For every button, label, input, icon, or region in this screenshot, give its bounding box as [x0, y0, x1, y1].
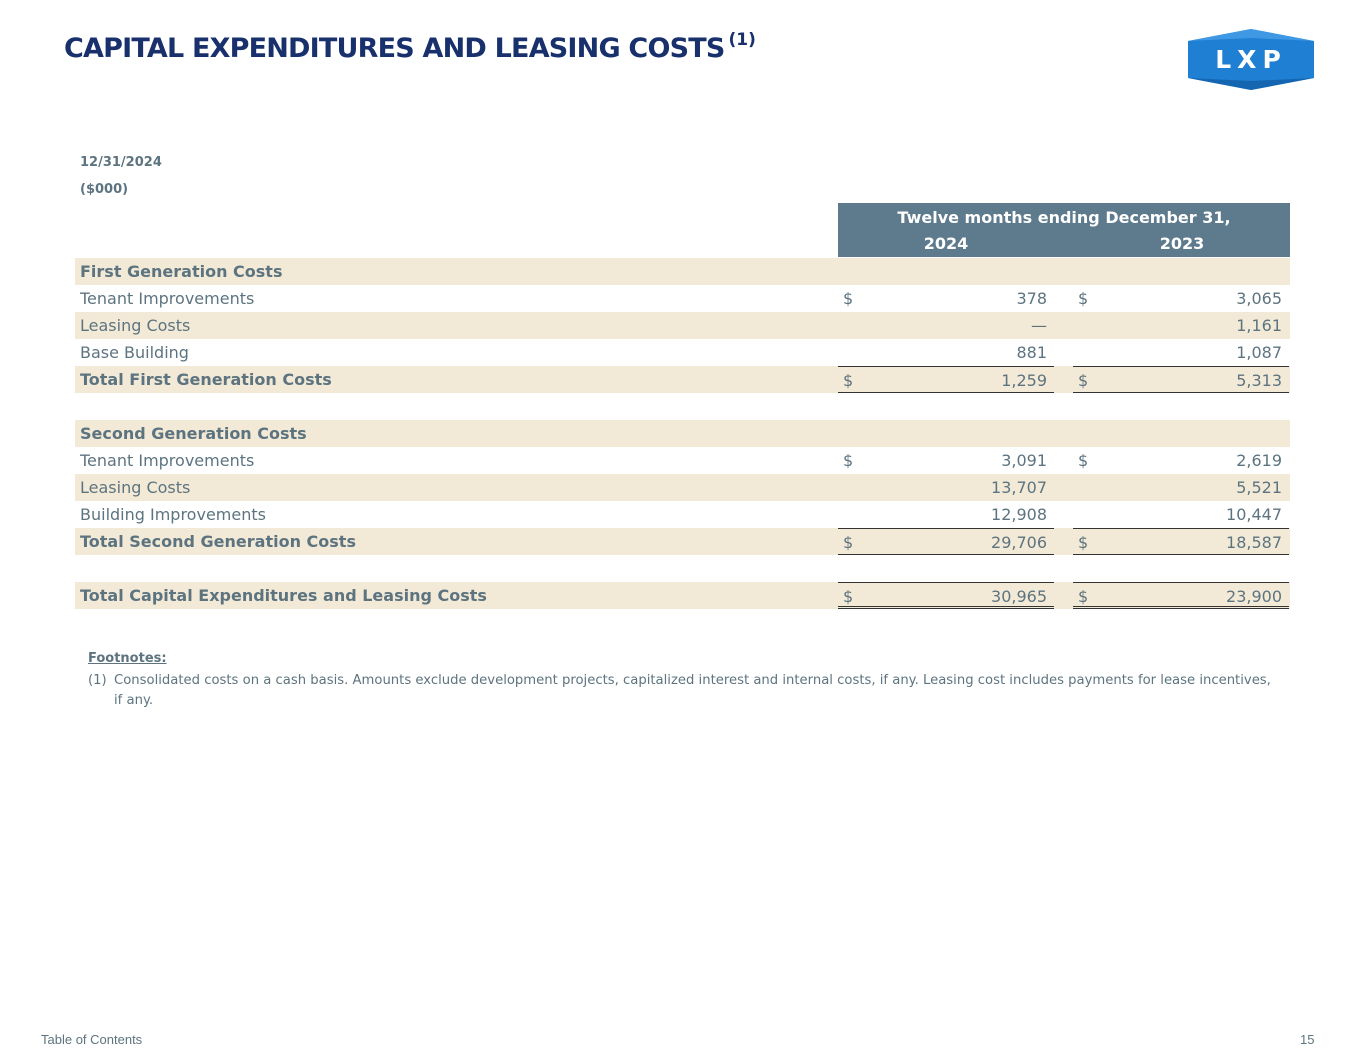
value-2023: 2,619: [1236, 451, 1282, 470]
row-label: Tenant Improvements: [80, 451, 255, 470]
value-2023: 10,447: [1226, 505, 1282, 524]
currency-symbol: $: [1078, 371, 1089, 390]
period-header: Twelve months ending December 31,: [897, 208, 1231, 227]
value-2023: 1,087: [1236, 343, 1282, 362]
cell-2024: [838, 474, 1054, 501]
value-2024: 30,965: [991, 587, 1047, 606]
value-2024: 1,259: [1001, 371, 1047, 390]
row-label: Building Improvements: [80, 505, 266, 524]
page-number: 15: [1300, 1032, 1315, 1047]
cell-2024: [838, 447, 1054, 474]
footnote-number: (1): [88, 673, 107, 688]
currency-symbol: $: [1078, 587, 1089, 606]
cell-2023: [1073, 447, 1289, 474]
title-footnote-ref: (1): [728, 30, 756, 50]
table-row: [75, 312, 1290, 339]
row-label: Total Second Generation Costs: [80, 532, 356, 551]
spacer-row: [75, 555, 1290, 582]
cell-2023: [1073, 528, 1289, 555]
value-2024: 378: [1016, 289, 1047, 308]
cell-2023: [1073, 285, 1289, 312]
footnote-item: [88, 671, 1278, 711]
value-2024: 881: [1016, 343, 1047, 362]
cell-2023: [1073, 474, 1289, 501]
cell-2024: [838, 528, 1054, 555]
cell-2023: [1073, 366, 1289, 393]
logo-text: LXP: [1215, 45, 1287, 74]
table-row: [75, 447, 1290, 474]
table-row: [75, 339, 1290, 366]
value-2023: 5,521: [1236, 478, 1282, 497]
cell-2023: [1073, 501, 1289, 528]
section-heading-second-generation: [75, 420, 1290, 447]
row-label: Base Building: [80, 343, 189, 362]
value-2023: 5,313: [1236, 371, 1282, 390]
row-label: Leasing Costs: [80, 478, 191, 497]
section-heading-first-generation: [75, 258, 1290, 285]
spacer-row: [75, 393, 1290, 420]
table-of-contents-link[interactable]: Table of Contents: [41, 1032, 143, 1047]
cell-2024: [838, 366, 1054, 393]
footnote-text: Consolidated costs on a cash basis. Amounts exclude development projects, capitalized interest and internal costs, if any. Leasing cost includes payments for lease incentives, if any.: [114, 673, 1271, 708]
cell-2024: [838, 582, 1054, 609]
report-date: 12/31/2024: [80, 155, 162, 170]
value-2024: 29,706: [991, 533, 1047, 552]
year-2023-header: 2023: [1159, 234, 1205, 253]
year-2024-header: 2024: [923, 234, 969, 253]
grand-total-row: [75, 582, 1290, 609]
currency-symbol: $: [1078, 533, 1089, 552]
value-2023: 1,161: [1236, 316, 1282, 335]
table-row: [75, 474, 1290, 501]
table-row: [75, 285, 1290, 312]
value-2023: 18,587: [1226, 533, 1282, 552]
row-label: Total Capital Expenditures and Leasing Costs: [80, 586, 487, 605]
value-2024: 12,908: [991, 505, 1047, 524]
lxp-logo: [1188, 29, 1314, 90]
row-label: Second Generation Costs: [80, 424, 307, 443]
value-2024: 3,091: [1001, 451, 1047, 470]
cell-2024: [838, 285, 1054, 312]
cell-2023: [1073, 582, 1289, 609]
currency-symbol: $: [843, 587, 854, 606]
footnotes: [88, 651, 1278, 711]
cell-2023: [1073, 312, 1289, 339]
cell-2024: [838, 501, 1054, 528]
value-2023: 3,065: [1236, 289, 1282, 308]
capex-table: [75, 258, 1290, 609]
page-title-text: CAPITAL EXPENDITURES AND LEASING COSTS: [64, 33, 725, 64]
row-label: Total First Generation Costs: [80, 370, 332, 389]
cell-2023: [1073, 339, 1289, 366]
value-2023: 23,900: [1226, 587, 1282, 606]
page-title: [64, 30, 756, 64]
currency-symbol: $: [843, 533, 854, 552]
table-row: [75, 501, 1290, 528]
currency-symbol: $: [843, 289, 854, 308]
cell-2024: [838, 312, 1054, 339]
report-unit: ($000): [80, 182, 129, 197]
currency-symbol: $: [843, 451, 854, 470]
cell-2024: [838, 339, 1054, 366]
row-label: Tenant Improvements: [80, 289, 255, 308]
currency-symbol: $: [1078, 451, 1089, 470]
row-label: Leasing Costs: [80, 316, 191, 335]
value-2024: —: [1031, 316, 1047, 335]
column-header: [838, 203, 1290, 257]
currency-symbol: $: [1078, 289, 1089, 308]
value-2024: 13,707: [991, 478, 1047, 497]
row-label: First Generation Costs: [80, 262, 283, 281]
footnotes-title: Footnotes:: [88, 651, 167, 666]
total-row-second-generation: [75, 528, 1290, 555]
total-row-first-generation: [75, 366, 1290, 393]
currency-symbol: $: [843, 371, 854, 390]
